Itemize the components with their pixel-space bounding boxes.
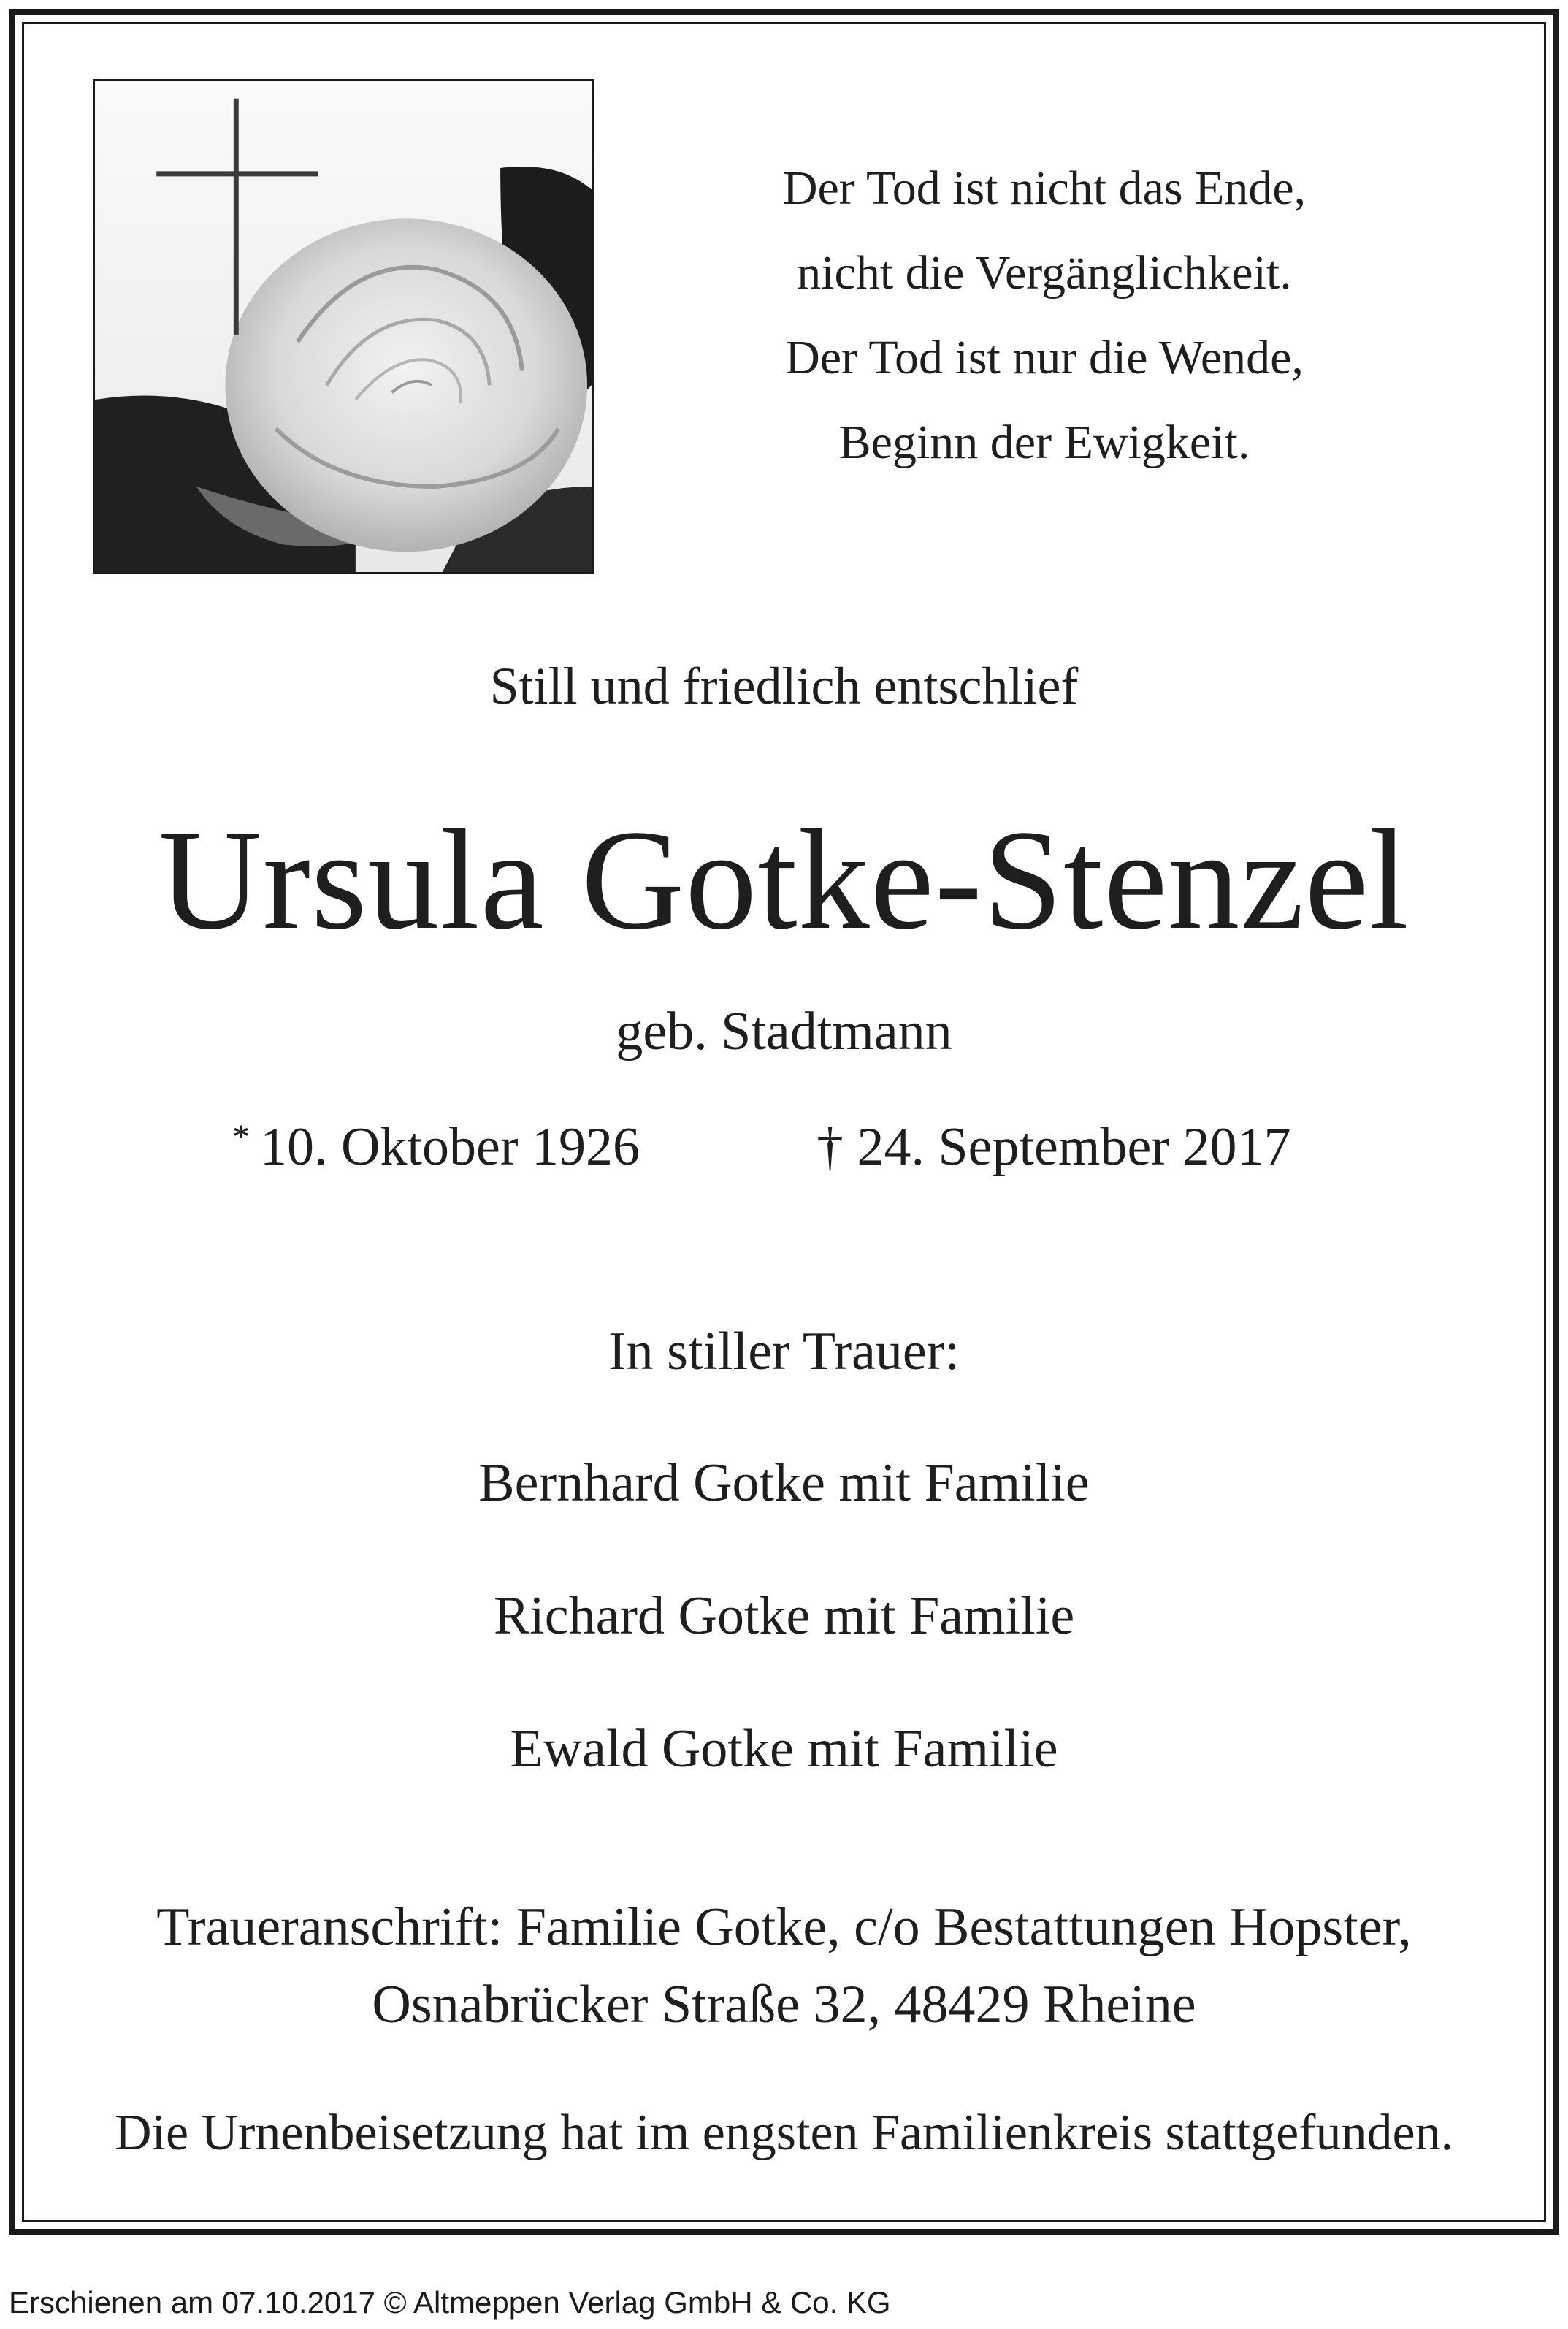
birth-date-text: 10. Oktober 1926 xyxy=(260,1117,640,1177)
publication-footer: Erschienen am 07.10.2017 © Altmeppen Verlag GmbH & Co. KG xyxy=(9,2285,891,2320)
closing-statement: Die Urnenbeisetzung hat im engsten Familienkreis stattgefunden. xyxy=(114,2105,1454,2161)
intro-text: Still und friedlich entschlief xyxy=(489,657,1079,715)
poem-line: Der Tod ist nicht das Ende, xyxy=(782,161,1307,215)
deceased-name: Ursula Gotke-Stenzel xyxy=(158,801,1410,959)
mourning-address-line-2: Osnabrücker Straße 32, 48429 Rheine xyxy=(372,1975,1196,2035)
death-date: † 24. September 2017 xyxy=(816,1117,1291,1177)
mourner-item: Bernhard Gotke mit Familie xyxy=(478,1453,1090,1513)
maiden-name: geb. Stadtmann xyxy=(616,1002,952,1061)
birth-symbol: * xyxy=(232,1118,250,1156)
poem-line: Beginn der Ewigkeit. xyxy=(838,416,1250,469)
mourning-address-line-1: Traueranschrift: Familie Gotke, c/o Bestattungen Hopster, xyxy=(156,1897,1412,1957)
mourner-item: Ewald Gotke mit Familie xyxy=(510,1719,1058,1779)
poem xyxy=(613,146,1475,485)
rose-photo xyxy=(93,79,594,574)
mourner-item: Richard Gotke mit Familie xyxy=(493,1586,1075,1646)
poem-line: Der Tod ist nur die Wende, xyxy=(785,331,1304,384)
mourning-label: In stiller Trauer: xyxy=(608,1322,960,1381)
birth-date xyxy=(232,1116,640,1178)
poem-line: nicht die Vergänglichkeit. xyxy=(797,246,1292,300)
